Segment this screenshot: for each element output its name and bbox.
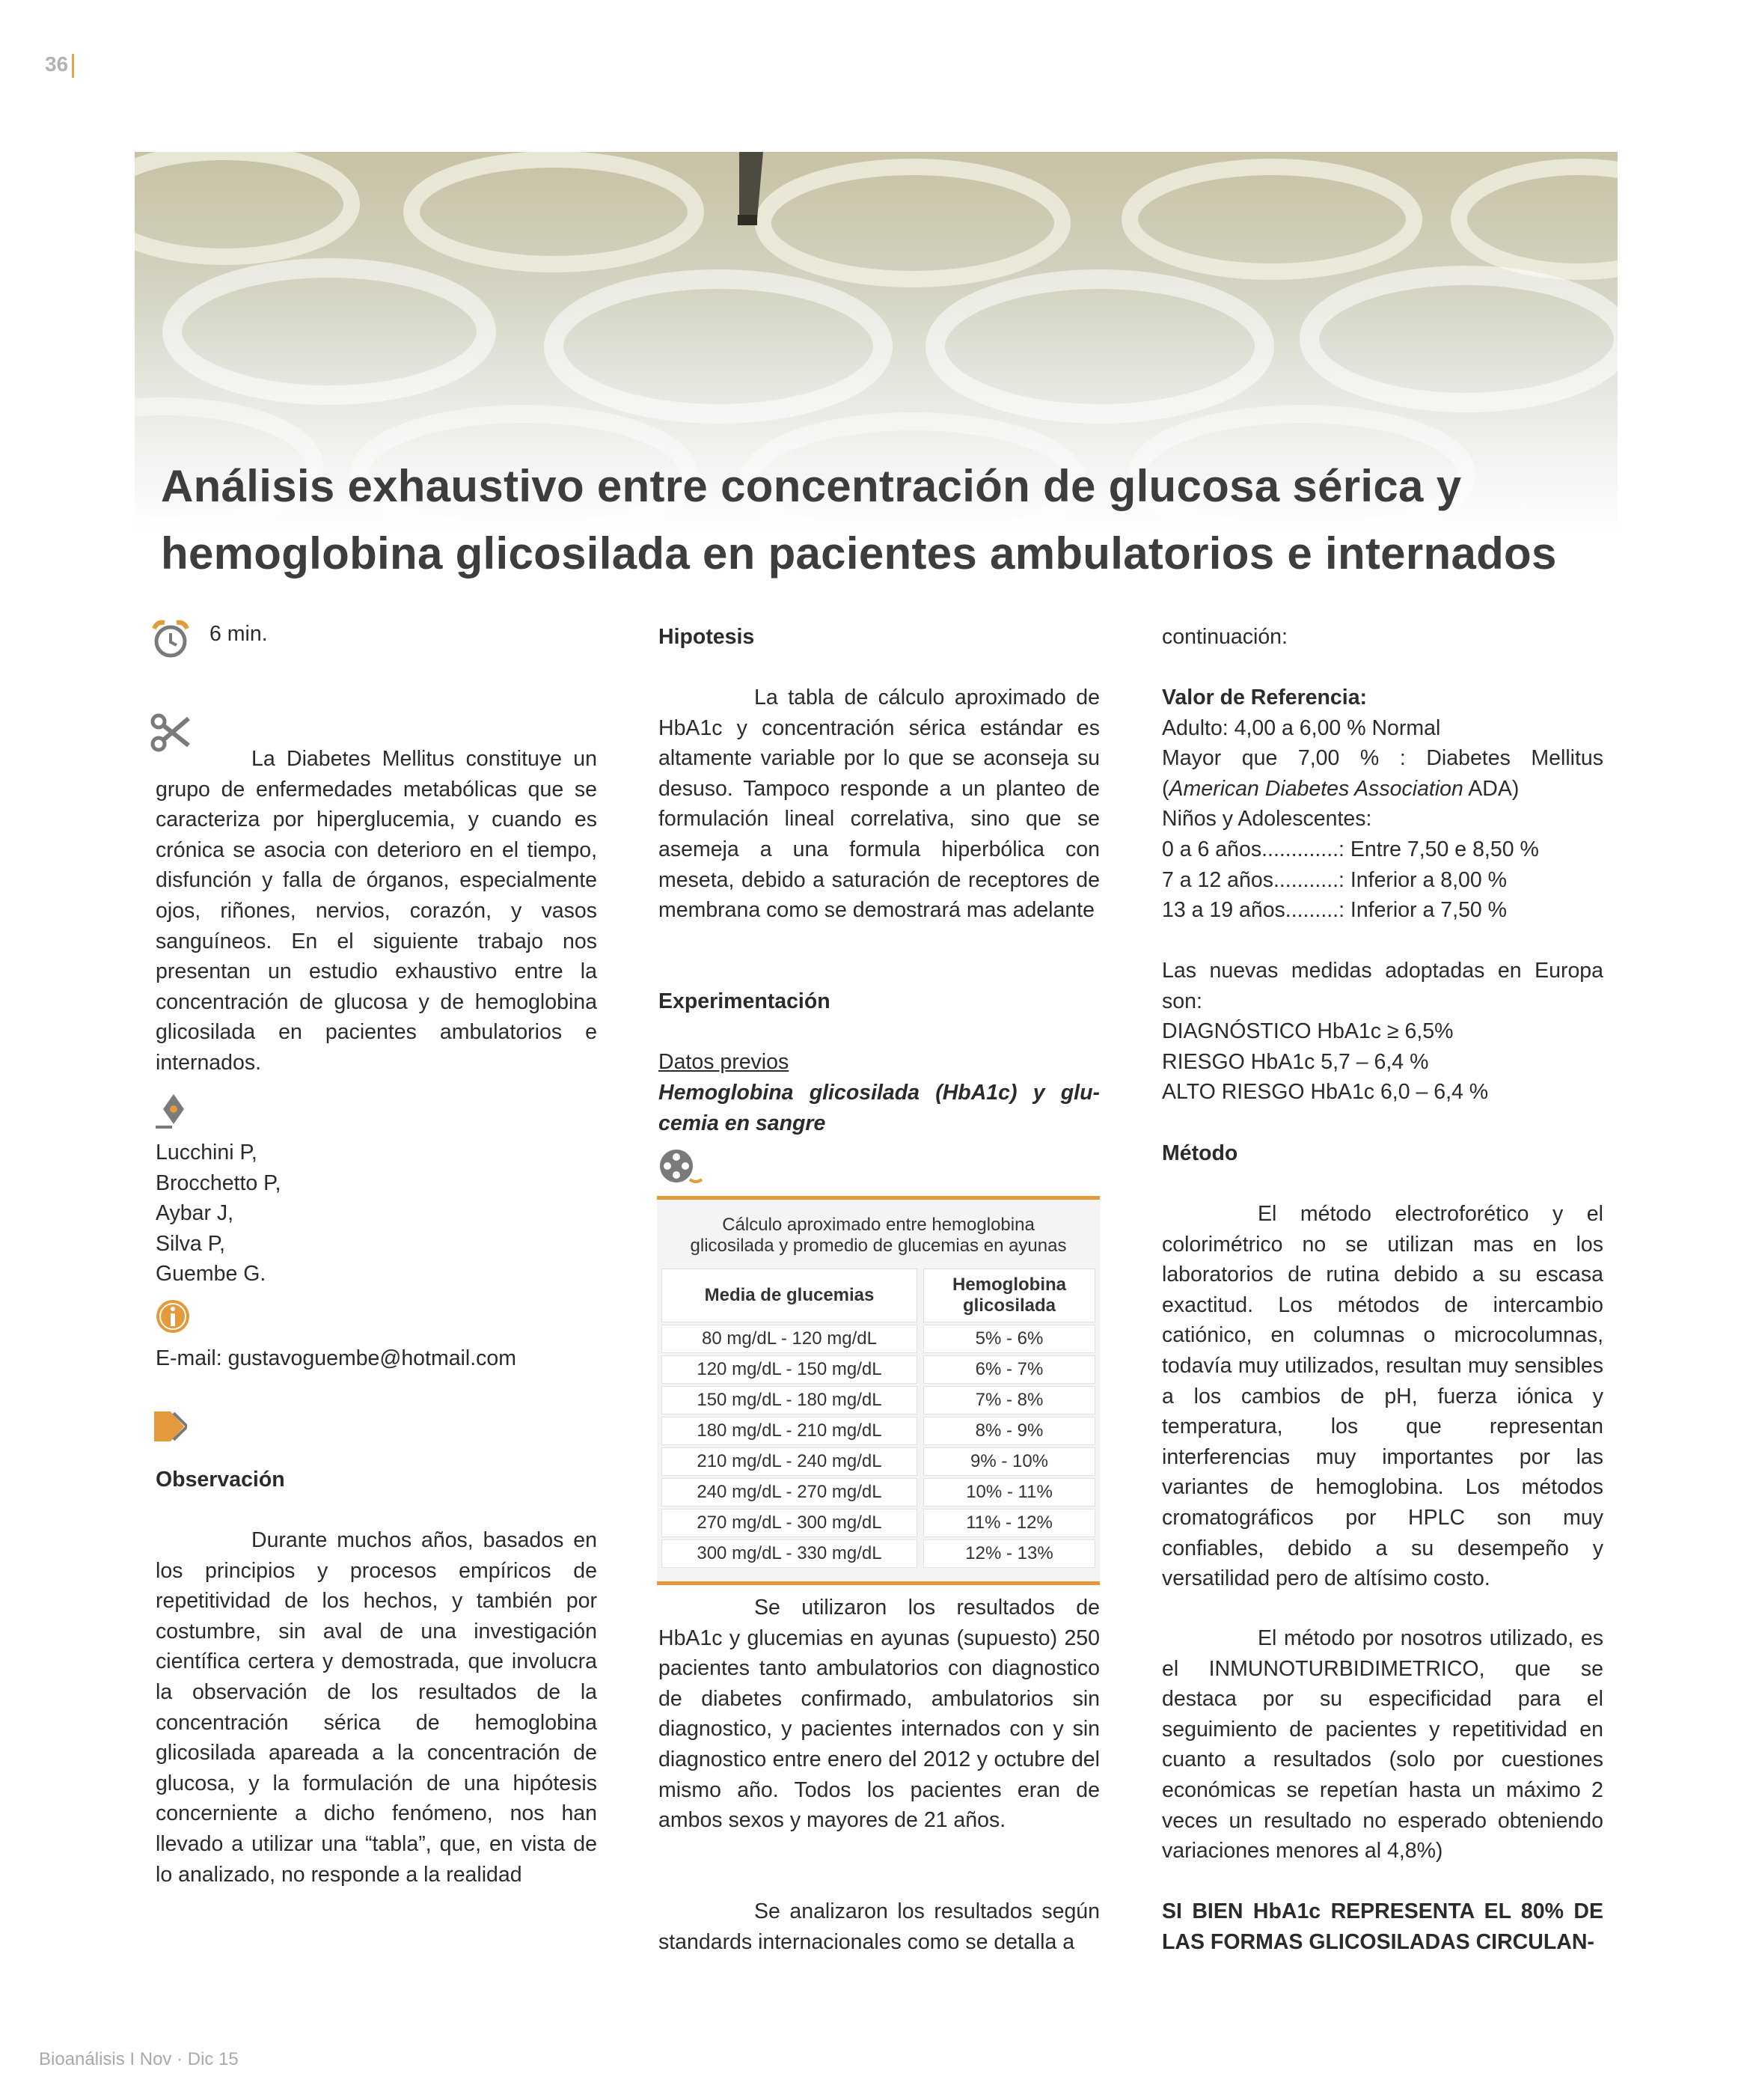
standards-paragraph (658, 1896, 1100, 1957)
cell-hba1c: 11% - 12% (923, 1509, 1095, 1537)
observacion-text: Durante muchos años, basados en los principios y procesos empíricos de repetitividad de los hechos, y también por costumbre, sin aval de una investigación científica certera y demostrada, que involucra la observación de los resultados de la concentración sérica de hemoglobina glicosilada apareada a la concentración de glucosa, y la formulación de una hipótesis concerniente a dicho fenómeno, nos han llevado a utilizar una “tabla”, que, en vista de lo analizado, no responde a la realidad (156, 1528, 597, 1887)
observacion-heading: Observación (156, 1468, 285, 1492)
europa-block (1162, 956, 1603, 1108)
table-header (661, 1269, 1095, 1322)
film-reel-icon (657, 1147, 705, 1188)
ref-range-2: 7 a 12 años...........: Inferior a 8,00 % (1162, 867, 1508, 892)
metodo-text-1: El método electroforético y el colorimétrico no se utilizan mas en los laboratorios de rutina debido a su escasa exactitud. Los métodos de intercambio catiónico, en columnas o microcolumnas, todavía muy utilizados, resultan muy sensibles a los cambios de pH, fuerza iónica y temperatura, los que representan interferencias muy importantes por las variantes de hemoglobina. Los métodos cromatográficos por HPLC son muy confiables, debido a su desempeño y versatilidad pero de altísimo costo. (1162, 1202, 1603, 1591)
glucose-hba1c-table (657, 1196, 1100, 1585)
cell-hba1c: 12% - 13% (923, 1539, 1095, 1568)
info-icon (154, 1298, 192, 1335)
ref-mayor: Mayor que 7,00 % : Diabetes Mellitus (1162, 746, 1603, 771)
cell-glucemia: 270 mg/dL - 300 mg/dL (661, 1509, 917, 1537)
pen-nib-icon (154, 1091, 193, 1132)
ref-ninos: Niños y Adolescentes: (1162, 807, 1372, 831)
alarm-clock-icon (150, 618, 192, 660)
table-row (661, 1417, 1095, 1445)
author-4: Silva P, (156, 1231, 225, 1256)
ref-range-3: 13 a 19 años.........: Inferior a 7,50 % (1162, 898, 1508, 923)
table-header-glucemias: Media de glucemias (661, 1269, 917, 1322)
europa-riesgo: RIESGO HbA1c 5,7 – 6,4 % (1162, 1049, 1429, 1074)
standards-text: Se analizaron los resultados según standards internacionales como se detalla a (658, 1899, 1100, 1954)
cell-hba1c: 5% - 6% (923, 1325, 1095, 1353)
author-1: Lucchini P, (156, 1141, 257, 1165)
metodo-paragraph-1 (1162, 1199, 1603, 1594)
metodo-heading: Método (1162, 1141, 1238, 1165)
table-row (661, 1539, 1095, 1568)
arrow-right-icon (154, 1407, 187, 1446)
cell-hba1c: 9% - 10% (923, 1447, 1095, 1476)
table-caption-line-2: glicosilada y promedio de glucemias en ayunas (690, 1236, 1067, 1256)
abstract-paragraph (156, 744, 597, 1078)
ref-range-1: 0 a 6 años.............: Entre 7,50 e 8,50 % (1162, 837, 1539, 861)
hipotesis-text: La tabla de cálculo aproximado de HbA1c y concentración sérica estándar es altamente variable por lo que se aconseja su desuso. Tampoco responde a un planteo de formulación lineal correlativa, sino que se asemeja a una formula hiperbólica con meseta, debido a saturación de receptores de membrana como se demostrará mas adelante (658, 686, 1100, 923)
read-time: 6 min. (209, 622, 268, 646)
footer: Bioanálisis I Nov · Dic 15 (39, 2049, 239, 2069)
cell-glucemia: 210 mg/dL - 240 mg/dL (661, 1447, 917, 1476)
abstract-text: La Diabetes Mellitus constituye un grupo de enfermedades metabólicas que se caracteriza por hiperglucemia, y cuando es crónica se asocia con deterioro en el tiempo, disfunción y falla de órganos, especialmente ojos, riñones, nervios, corazón, y vasos sanguíneos. En el siguiente trabajo nos presentan un estudio exhaustivo entre la concentración de glucosa y de hemoglobina glicosilada en pacientes ambulatorios e internados. (156, 747, 597, 1075)
author-3: Aybar J, (156, 1201, 234, 1226)
header-col2-line-2: glicosilada (962, 1295, 1056, 1316)
metodo-text-2: El método por nosotros utilizado, es el INMUNOTURBIDIMETRICO, que se destaca por su especificidad para el seguimiento de pacientes y repetitividad en cuanto a resultados (solo por cuestiones económicas se repetían hasta un máximo 2 veces un resultado no esperado obteniendo variaciones menores al 4,8%) (1162, 1626, 1603, 1864)
article-title (161, 453, 1612, 587)
europa-alto-riesgo: ALTO RIESGO HbA1c 6,0 – 6,4 % (1162, 1080, 1489, 1105)
ref-ada-suffix: ADA) (1463, 776, 1520, 801)
hipotesis-paragraph (658, 683, 1100, 926)
hipotesis-heading: Hipotesis (658, 625, 755, 649)
cell-glucemia: 300 mg/dL - 330 mg/dL (661, 1539, 917, 1568)
cell-hba1c: 10% - 11% (923, 1478, 1095, 1507)
table-row (661, 1478, 1095, 1507)
experimentacion-heading: Experimentación (658, 989, 830, 1013)
cell-glucemia: 80 mg/dL - 120 mg/dL (661, 1325, 917, 1353)
title-line-1: Análisis exhaustivo entre concentración de glucosa sérica y (161, 461, 1462, 511)
table-row (661, 1386, 1095, 1414)
table-row (661, 1447, 1095, 1476)
table-caption-line-1: Cálculo aproximado entre hemoglobina (722, 1215, 1035, 1235)
metodo-final: SI BIEN HbA1c REPRESENTA EL 80% DE LAS FORMAS GLICOSILADAS CIRCULAN- (1162, 1899, 1603, 1954)
email[interactable]: E-mail: gustavoguembe@hotmail.com (156, 1346, 516, 1370)
cell-glucemia: 180 mg/dL - 210 mg/dL (661, 1417, 917, 1445)
table-header-hemoglobina (923, 1269, 1095, 1322)
metodo-paragraph-2 (1162, 1623, 1603, 1867)
ref-ada: (American Diabetes Association ADA) (1162, 776, 1520, 801)
page-number: 36 (45, 52, 69, 76)
resultados-paragraph (658, 1593, 1100, 1836)
europa-intro: Las nuevas medidas adoptadas en Europa son: (1162, 959, 1603, 1013)
table-row (661, 1509, 1095, 1537)
valor-referencia-block (1162, 683, 1603, 926)
ref-ada-italic: American Diabetes Association (1169, 776, 1463, 801)
europa-diagnostico: DIAGNÓSTICO HbA1c ≥ 6,5% (1162, 1019, 1454, 1044)
table-caption (657, 1200, 1100, 1264)
cell-hba1c: 8% - 9% (923, 1417, 1095, 1445)
observacion-paragraph (156, 1525, 597, 1890)
table-row (661, 1325, 1095, 1353)
datos-previos: Datos previos (658, 1050, 789, 1074)
title-line-2: hemoglobina glicosilada en pacientes ambulatorios e internados (161, 528, 1557, 579)
table-row (661, 1355, 1095, 1384)
cell-glucemia: 240 mg/dL - 270 mg/dL (661, 1478, 917, 1507)
header-col2-line-1: Hemoglobina (952, 1275, 1066, 1295)
continuacion-text: continuación: (1162, 625, 1288, 649)
cell-glucemia: 120 mg/dL - 150 mg/dL (661, 1355, 917, 1384)
ref-adulto: Adulto: 4,00 a 6,00 % Normal (1162, 715, 1441, 740)
author-2: Brocchetto P, (156, 1170, 281, 1195)
authors-list (156, 1138, 597, 1289)
valor-referencia-heading: Valor de Referencia: (1162, 686, 1368, 709)
cell-hba1c: 6% - 7% (923, 1355, 1095, 1384)
cell-hba1c: 7% - 8% (923, 1386, 1095, 1414)
author-5: Guembe G. (156, 1262, 266, 1286)
cell-glucemia: 150 mg/dL - 180 mg/dL (661, 1386, 917, 1414)
experimentacion-subtitle: Hemoglobina glicosilada (HbA1c) y glu-cemia en sangre (658, 1081, 1100, 1135)
resultados-text: Se utilizaron los resultados de HbA1c y glucemias en ayunas (supuesto) 250 pacientes tanto ambulatorios con diagnostico de diabetes confirmado, ambulatorios sin diagnostico, y pacientes internados con y sin diagnostico entre enero del 2012 y octubre del mismo año. Todos los pacientes eran de ambos sexos y mayores de 21 años. (658, 1596, 1100, 1833)
